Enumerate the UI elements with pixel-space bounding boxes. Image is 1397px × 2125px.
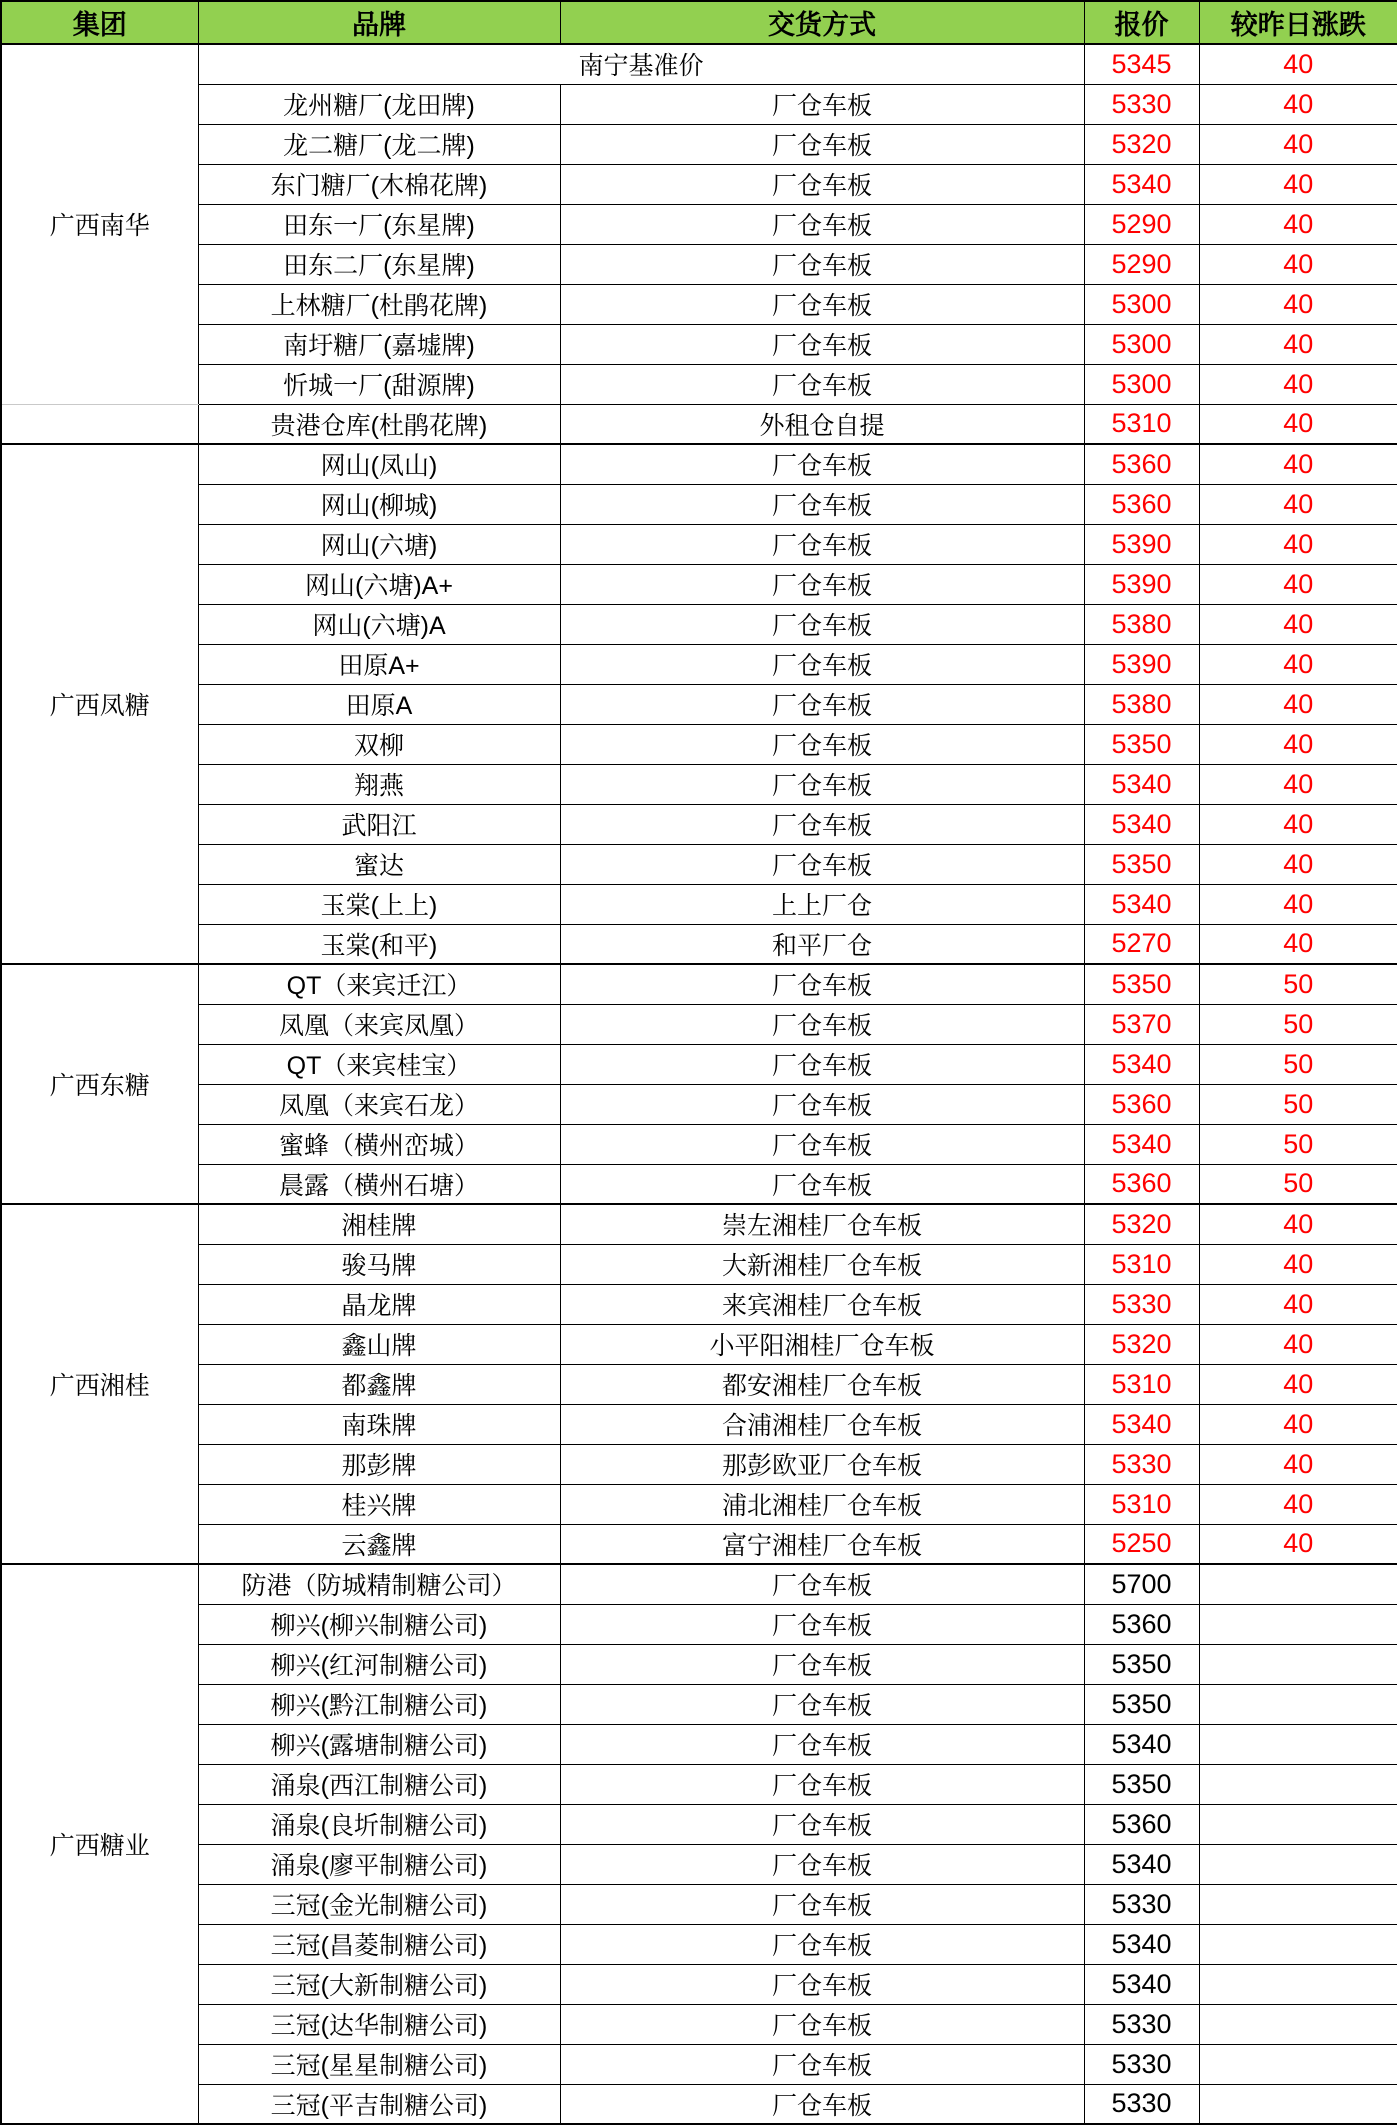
change-cell: 40 (1199, 1404, 1397, 1444)
change-cell: 40 (1199, 1484, 1397, 1524)
table-row (1, 204, 1397, 244)
delivery-cell: 厂仓车板 (560, 1604, 1084, 1644)
change-cell: 40 (1199, 844, 1397, 884)
delivery-cell: 厂仓车板 (560, 1124, 1084, 1164)
table-row (1, 964, 1397, 1004)
change-cell (1199, 1924, 1397, 1964)
change-cell (1199, 1644, 1397, 1684)
brand-cell: 贵港仓库(杜鹃花牌) (198, 404, 560, 444)
group-cell: 广西凤糖 (1, 444, 198, 964)
delivery-cell: 厂仓车板 (560, 1164, 1084, 1204)
table-row (1, 324, 1397, 364)
table-row (1, 444, 1397, 484)
delivery-cell: 厂仓车板 (560, 1884, 1084, 1924)
header-delivery: 交货方式 (560, 1, 1084, 44)
brand-cell: 柳兴(露塘制糖公司) (198, 1724, 560, 1764)
delivery-cell: 外租仓自提 (560, 404, 1084, 444)
price-cell: 5250 (1084, 1524, 1199, 1564)
table-row (1, 524, 1397, 564)
price-cell: 5270 (1084, 924, 1199, 964)
table-row (1, 684, 1397, 724)
price-cell: 5320 (1084, 124, 1199, 164)
price-cell: 5310 (1084, 1364, 1199, 1404)
table-row (1, 1284, 1397, 1324)
brand-cell: 柳兴(柳兴制糖公司) (198, 1604, 560, 1644)
price-cell: 5330 (1084, 2004, 1199, 2044)
delivery-cell: 厂仓车板 (560, 964, 1084, 1004)
table-row (1, 84, 1397, 124)
change-cell: 40 (1199, 484, 1397, 524)
price-cell: 5350 (1084, 1644, 1199, 1684)
delivery-cell: 厂仓车板 (560, 164, 1084, 204)
change-cell: 40 (1199, 1244, 1397, 1284)
brand-cell: 龙二糖厂(龙二牌) (198, 124, 560, 164)
table-row (1, 364, 1397, 404)
brand-cell: 柳兴(红河制糖公司) (198, 1644, 560, 1684)
delivery-cell: 厂仓车板 (560, 284, 1084, 324)
change-cell: 40 (1199, 1204, 1397, 1244)
price-cell: 5700 (1084, 1564, 1199, 1604)
table-row (1, 764, 1397, 804)
price-cell: 5340 (1084, 804, 1199, 844)
delivery-cell: 厂仓车板 (560, 524, 1084, 564)
price-cell: 5300 (1084, 324, 1199, 364)
price-cell: 5340 (1084, 164, 1199, 204)
price-cell: 5350 (1084, 1764, 1199, 1804)
delivery-cell: 厂仓车板 (560, 804, 1084, 844)
price-cell: 5330 (1084, 1284, 1199, 1324)
price-cell: 5350 (1084, 964, 1199, 1004)
price-cell: 5300 (1084, 284, 1199, 324)
delivery-cell: 合浦湘桂厂仓车板 (560, 1404, 1084, 1444)
price-cell: 5390 (1084, 524, 1199, 564)
brand-cell: 晶龙牌 (198, 1284, 560, 1324)
table-row (1, 484, 1397, 524)
price-cell: 5350 (1084, 844, 1199, 884)
price-cell: 5340 (1084, 1964, 1199, 2004)
change-cell: 50 (1199, 1044, 1397, 1084)
delivery-cell: 富宁湘桂厂仓车板 (560, 1524, 1084, 1564)
brand-cell: 田东二厂(东星牌) (198, 244, 560, 284)
delivery-cell: 大新湘桂厂仓车板 (560, 1244, 1084, 1284)
price-cell: 5320 (1084, 1324, 1199, 1364)
price-cell: 5340 (1084, 1924, 1199, 1964)
price-cell: 5380 (1084, 604, 1199, 644)
change-cell: 50 (1199, 1164, 1397, 1204)
change-cell: 40 (1199, 124, 1397, 164)
price-cell: 5370 (1084, 1004, 1199, 1044)
delivery-cell: 厂仓车板 (560, 244, 1084, 284)
brand-cell: 晨露（横州石塘） (198, 1164, 560, 1204)
delivery-cell: 厂仓车板 (560, 644, 1084, 684)
delivery-cell: 崇左湘桂厂仓车板 (560, 1204, 1084, 1244)
change-cell: 40 (1199, 404, 1397, 444)
change-cell: 40 (1199, 284, 1397, 324)
change-cell: 40 (1199, 644, 1397, 684)
change-cell: 40 (1199, 1364, 1397, 1404)
change-cell (1199, 2084, 1397, 2124)
table-row (1, 244, 1397, 284)
delivery-cell: 浦北湘桂厂仓车板 (560, 1484, 1084, 1524)
table-row (1, 124, 1397, 164)
change-cell (1199, 1764, 1397, 1804)
change-cell (1199, 1844, 1397, 1884)
brand-cell: 三冠(昌菱制糖公司) (198, 1924, 560, 1964)
price-cell: 5340 (1084, 884, 1199, 924)
change-cell (1199, 1564, 1397, 1604)
header-group: 集团 (1, 1, 198, 44)
change-cell: 40 (1199, 364, 1397, 404)
price-cell: 5330 (1084, 2044, 1199, 2084)
delivery-cell: 厂仓车板 (560, 2084, 1084, 2124)
table-row (1, 1564, 1397, 1604)
delivery-cell: 厂仓车板 (560, 204, 1084, 244)
group-cell (1, 404, 198, 444)
price-cell: 5360 (1084, 1604, 1199, 1644)
change-cell: 40 (1199, 684, 1397, 724)
delivery-cell: 厂仓车板 (560, 1804, 1084, 1844)
table-row (1, 1884, 1397, 1924)
change-cell (1199, 1604, 1397, 1644)
delivery-cell: 都安湘桂厂仓车板 (560, 1364, 1084, 1404)
change-cell: 40 (1199, 204, 1397, 244)
change-cell: 40 (1199, 564, 1397, 604)
delivery-cell: 厂仓车板 (560, 444, 1084, 484)
change-cell: 40 (1199, 244, 1397, 284)
brand-cell: 网山(柳城) (198, 484, 560, 524)
price-cell: 5290 (1084, 244, 1199, 284)
table-row (1, 844, 1397, 884)
price-cell: 5340 (1084, 1124, 1199, 1164)
delivery-cell: 上上厂仓 (560, 884, 1084, 924)
change-cell (1199, 1964, 1397, 2004)
brand-cell: 防港（防城精制糖公司） (198, 1564, 560, 1604)
price-cell: 5350 (1084, 1684, 1199, 1724)
table-row (1, 284, 1397, 324)
change-cell: 40 (1199, 524, 1397, 564)
delivery-cell: 厂仓车板 (560, 2044, 1084, 2084)
delivery-cell: 厂仓车板 (560, 1764, 1084, 1804)
price-cell: 5340 (1084, 1844, 1199, 1884)
brand-cell: 龙州糖厂(龙田牌) (198, 84, 560, 124)
brand-cell: 凤凰（来宾石龙） (198, 1084, 560, 1124)
brand-cell: 翔燕 (198, 764, 560, 804)
table-row (1, 1084, 1397, 1124)
table-row (1, 724, 1397, 764)
change-cell (1199, 1884, 1397, 1924)
change-cell: 40 (1199, 884, 1397, 924)
brand-cell: 涌泉(良圻制糖公司) (198, 1804, 560, 1844)
table-header (1, 1, 1397, 44)
price-cell: 5360 (1084, 1164, 1199, 1204)
delivery-cell: 厂仓车板 (560, 324, 1084, 364)
brand-cell: 蜜达 (198, 844, 560, 884)
brand-cell: QT（来宾迁江） (198, 964, 560, 1004)
header-row (1, 1, 1397, 44)
price-cell: 5360 (1084, 1804, 1199, 1844)
brand-cell: 田原A+ (198, 644, 560, 684)
delivery-cell: 厂仓车板 (560, 1004, 1084, 1044)
group-cell: 广西糖业 (1, 1564, 198, 2124)
brand-cell: 田东一厂(东星牌) (198, 204, 560, 244)
table-row (1, 1684, 1397, 1724)
price-cell: 5340 (1084, 1724, 1199, 1764)
delivery-cell: 厂仓车板 (560, 1564, 1084, 1604)
table-row (1, 1404, 1397, 1444)
delivery-cell: 厂仓车板 (560, 84, 1084, 124)
delivery-cell: 厂仓车板 (560, 724, 1084, 764)
delivery-cell: 厂仓车板 (560, 1644, 1084, 1684)
delivery-cell: 厂仓车板 (560, 2004, 1084, 2044)
header-price: 报价 (1084, 1, 1199, 44)
table-row (1, 804, 1397, 844)
brand-cell: 鑫山牌 (198, 1324, 560, 1364)
table-row (1, 644, 1397, 684)
table-row (1, 564, 1397, 604)
table-row (1, 1844, 1397, 1884)
change-cell (1199, 2044, 1397, 2084)
table-row (1, 1764, 1397, 1804)
table-row (1, 884, 1397, 924)
table-row (1, 1804, 1397, 1844)
price-cell: 5390 (1084, 644, 1199, 684)
delivery-cell: 厂仓车板 (560, 1084, 1084, 1124)
brand-cell: 凤凰（来宾凤凰） (198, 1004, 560, 1044)
delivery-cell: 来宾湘桂厂仓车板 (560, 1284, 1084, 1324)
table-row (1, 1484, 1397, 1524)
group-cell: 广西湘桂 (1, 1204, 198, 1564)
table-row (1, 604, 1397, 644)
change-cell: 40 (1199, 1284, 1397, 1324)
price-cell: 5330 (1084, 1444, 1199, 1484)
delivery-cell: 厂仓车板 (560, 684, 1084, 724)
delivery-cell: 厂仓车板 (560, 764, 1084, 804)
header-change: 较昨日涨跌 (1199, 1, 1397, 44)
price-cell: 5340 (1084, 1404, 1199, 1444)
brand-cell: 桂兴牌 (198, 1484, 560, 1524)
price-cell: 5390 (1084, 564, 1199, 604)
price-cell: 5340 (1084, 1044, 1199, 1084)
table-row (1, 1164, 1397, 1204)
brand-cell: 都鑫牌 (198, 1364, 560, 1404)
change-cell: 50 (1199, 1004, 1397, 1044)
brand-cell: 那彭牌 (198, 1444, 560, 1484)
delivery-cell: 厂仓车板 (560, 124, 1084, 164)
brand-cell: 南宁基准价 (198, 44, 1084, 84)
group-cell: 广西东糖 (1, 964, 198, 1204)
delivery-cell: 厂仓车板 (560, 1684, 1084, 1724)
brand-cell: 网山(六塘) (198, 524, 560, 564)
price-cell: 5330 (1084, 84, 1199, 124)
brand-cell: 东门糖厂(木棉花牌) (198, 164, 560, 204)
brand-cell: 三冠(平吉制糖公司) (198, 2084, 560, 2124)
brand-cell: 网山(凤山) (198, 444, 560, 484)
brand-cell: 骏马牌 (198, 1244, 560, 1284)
table-row (1, 1044, 1397, 1084)
price-cell: 5310 (1084, 404, 1199, 444)
delivery-cell: 厂仓车板 (560, 1844, 1084, 1884)
table-row (1, 1364, 1397, 1404)
brand-cell: 湘桂牌 (198, 1204, 560, 1244)
change-cell: 40 (1199, 324, 1397, 364)
price-cell: 5340 (1084, 764, 1199, 804)
table-row (1, 1124, 1397, 1164)
delivery-cell: 厂仓车板 (560, 604, 1084, 644)
table-row (1, 1924, 1397, 1964)
price-cell: 5290 (1084, 204, 1199, 244)
table-row (1, 1724, 1397, 1764)
brand-cell: 柳兴(黔江制糖公司) (198, 1684, 560, 1724)
change-cell: 40 (1199, 1444, 1397, 1484)
brand-cell: 三冠(星星制糖公司) (198, 2044, 560, 2084)
change-cell: 40 (1199, 1524, 1397, 1564)
price-cell: 5310 (1084, 1484, 1199, 1524)
change-cell: 40 (1199, 1324, 1397, 1364)
brand-cell: 双柳 (198, 724, 560, 764)
brand-cell: 网山(六塘)A+ (198, 564, 560, 604)
delivery-cell: 厂仓车板 (560, 844, 1084, 884)
brand-cell: 南珠牌 (198, 1404, 560, 1444)
brand-cell: 云鑫牌 (198, 1524, 560, 1564)
change-cell: 40 (1199, 44, 1397, 84)
table-row (1, 924, 1397, 964)
price-cell: 5300 (1084, 364, 1199, 404)
table-row (1, 2084, 1397, 2124)
change-cell: 50 (1199, 1124, 1397, 1164)
table-row (1, 1444, 1397, 1484)
table-row (1, 1004, 1397, 1044)
price-cell: 5345 (1084, 44, 1199, 84)
change-cell: 40 (1199, 604, 1397, 644)
price-cell: 5320 (1084, 1204, 1199, 1244)
table-row (1, 1964, 1397, 2004)
price-cell: 5310 (1084, 1244, 1199, 1284)
delivery-cell: 那彭欧亚厂仓车板 (560, 1444, 1084, 1484)
delivery-cell: 厂仓车板 (560, 1964, 1084, 2004)
change-cell: 40 (1199, 764, 1397, 804)
table-row (1, 1244, 1397, 1284)
brand-cell: 玉棠(上上) (198, 884, 560, 924)
delivery-cell: 厂仓车板 (560, 364, 1084, 404)
brand-cell: 涌泉(西江制糖公司) (198, 1764, 560, 1804)
change-cell (1199, 1804, 1397, 1844)
change-cell: 40 (1199, 804, 1397, 844)
price-cell: 5330 (1084, 1884, 1199, 1924)
brand-cell: 网山(六塘)A (198, 604, 560, 644)
table-row (1, 1324, 1397, 1364)
brand-cell: 蜜蜂（横州峦城） (198, 1124, 560, 1164)
table-row (1, 2004, 1397, 2044)
brand-cell: 忻城一厂(甜源牌) (198, 364, 560, 404)
table-row (1, 1204, 1397, 1244)
price-table-body (1, 44, 1397, 2124)
brand-cell: 上林糖厂(杜鹃花牌) (198, 284, 560, 324)
delivery-cell: 小平阳湘桂厂仓车板 (560, 1324, 1084, 1364)
table-row (1, 44, 1397, 84)
table-row (1, 404, 1397, 444)
brand-cell: QT（来宾桂宝） (198, 1044, 560, 1084)
price-cell: 5360 (1084, 1084, 1199, 1124)
delivery-cell: 厂仓车板 (560, 1724, 1084, 1764)
group-cell: 广西南华 (1, 44, 198, 404)
change-cell: 40 (1199, 924, 1397, 964)
brand-cell: 武阳江 (198, 804, 560, 844)
table-row (1, 2044, 1397, 2084)
change-cell (1199, 2004, 1397, 2044)
brand-cell: 田原A (198, 684, 560, 724)
delivery-cell: 厂仓车板 (560, 1924, 1084, 1964)
price-cell: 5330 (1084, 2084, 1199, 2124)
price-cell: 5360 (1084, 484, 1199, 524)
delivery-cell: 厂仓车板 (560, 1044, 1084, 1084)
table-row (1, 1644, 1397, 1684)
change-cell: 40 (1199, 164, 1397, 204)
brand-cell: 三冠(金光制糖公司) (198, 1884, 560, 1924)
delivery-cell: 厂仓车板 (560, 484, 1084, 524)
change-cell (1199, 1684, 1397, 1724)
delivery-cell: 厂仓车板 (560, 564, 1084, 604)
change-cell: 40 (1199, 84, 1397, 124)
price-cell: 5360 (1084, 444, 1199, 484)
table-row (1, 1604, 1397, 1644)
change-cell (1199, 1724, 1397, 1764)
delivery-cell: 和平厂仓 (560, 924, 1084, 964)
header-brand: 品牌 (198, 1, 560, 44)
change-cell: 40 (1199, 724, 1397, 764)
change-cell: 40 (1199, 444, 1397, 484)
change-cell: 50 (1199, 1084, 1397, 1124)
brand-cell: 涌泉(廖平制糖公司) (198, 1844, 560, 1884)
table-row (1, 164, 1397, 204)
brand-cell: 三冠(达华制糖公司) (198, 2004, 560, 2044)
change-cell: 50 (1199, 964, 1397, 1004)
price-cell: 5350 (1084, 724, 1199, 764)
brand-cell: 三冠(大新制糖公司) (198, 1964, 560, 2004)
table-row (1, 1524, 1397, 1564)
price-cell: 5380 (1084, 684, 1199, 724)
brand-cell: 南圩糖厂(嘉墟牌) (198, 324, 560, 364)
brand-cell: 玉棠(和平) (198, 924, 560, 964)
